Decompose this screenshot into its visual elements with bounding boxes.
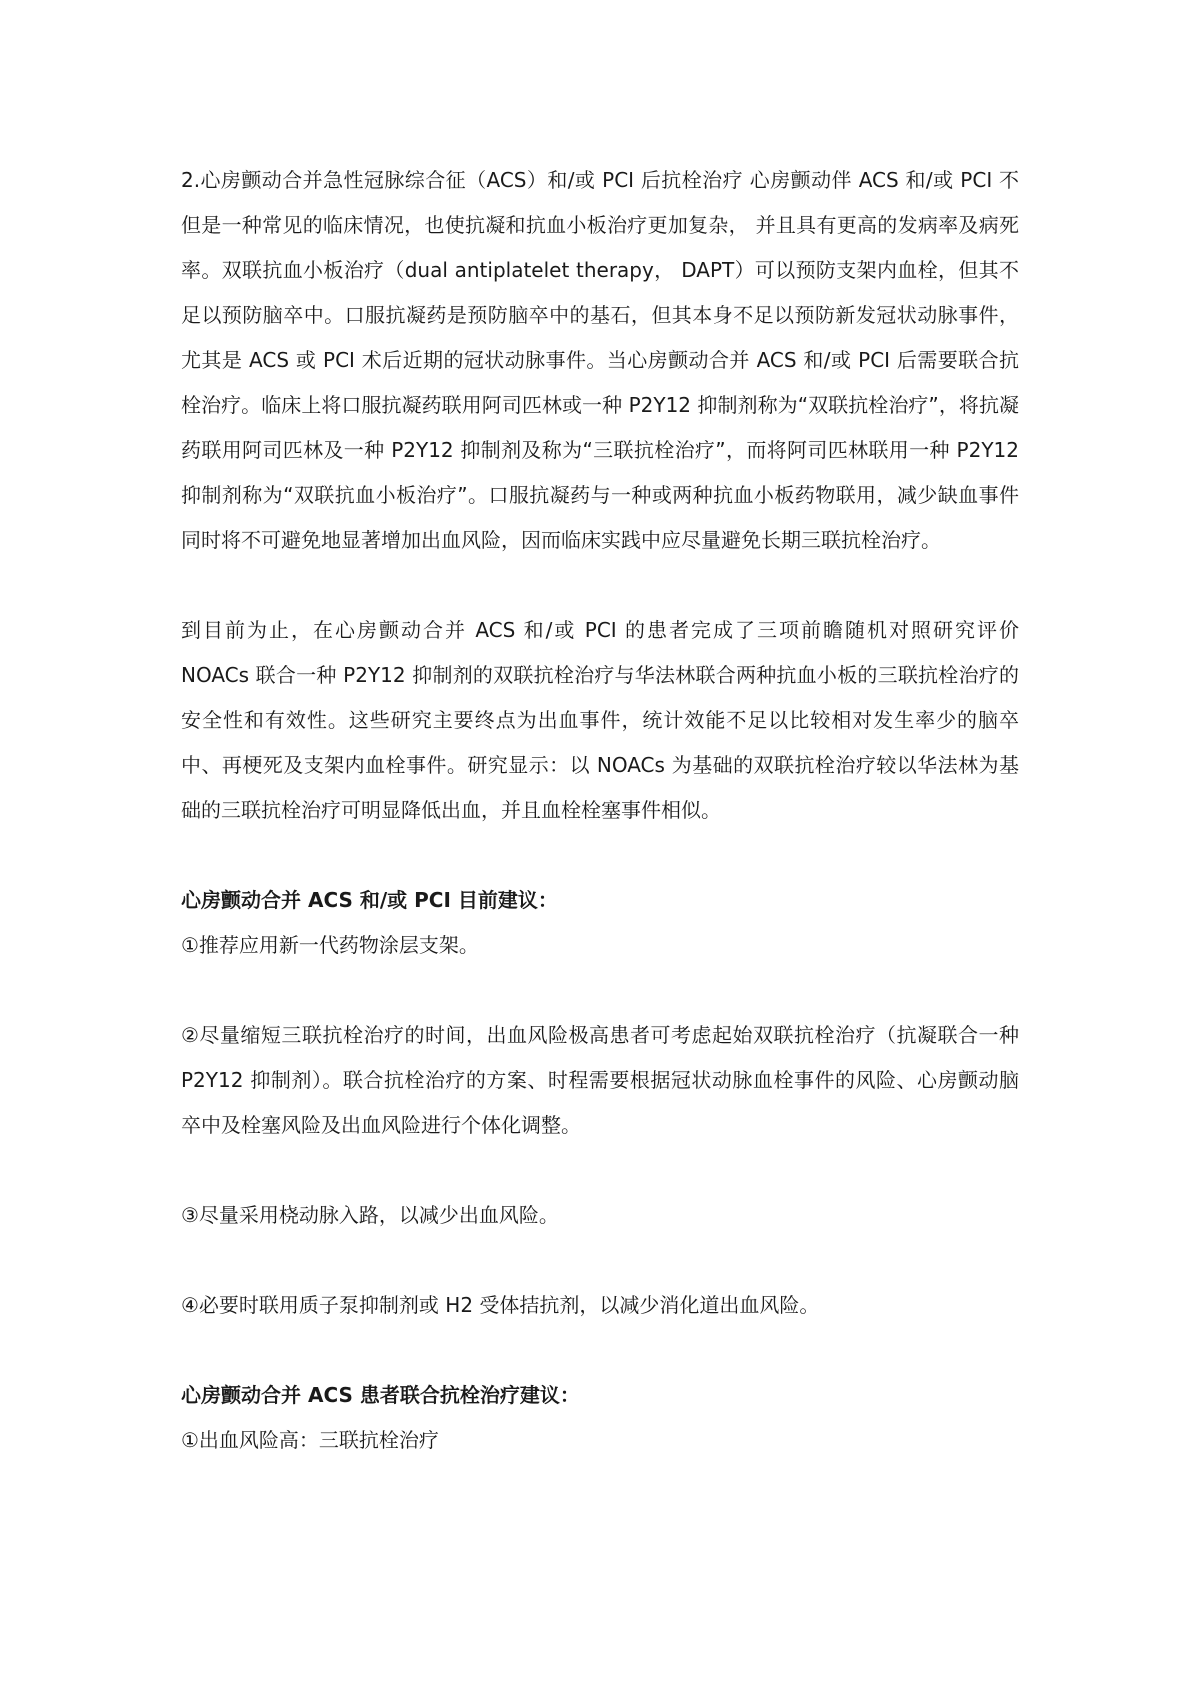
section-heading-current-recommendations: 心房颤动合并 ACS 和/或 PCI 目前建议：: [181, 888, 558, 912]
recommendation-item-2: ②尽量缩短三联抗栓治疗的时间，出血风险极高患者可考虑起始双联抗栓治疗（抗凝联合一种 P2Y12 抑制剂）。联合抗栓治疗的方案、时程需要根据冠状动脉血栓事件的风险、心房颤动脑卒中及栓塞风险及出血风险进行个体化调整。: [181, 1023, 1019, 1137]
spacer: [181, 1238, 1019, 1283]
spacer: [181, 968, 1019, 1013]
paragraph-acs-pci-intro: 2.心房颤动合并急性冠脉综合征（ACS）和/或 PCI 后抗栓治疗 心房颤动伴 ACS 和/或 PCI 不但是一种常见的临床情况，也使抗凝和抗血小板治疗更加复杂， 并且具有更高的发病率及病死率。双联抗血小板治疗（dual antiplatelet therapy， DAPT）可以预防支架内血栓，但其不足以预防脑卒中。口服抗凝药是预防脑卒中的基石，但其本身不足以预防新发冠状动脉事件，尤其是 ACS 或 PCI 术后近期的冠状动脉事件。当心房颤动合并 ACS 和/或 PCI 后需要联合抗栓治疗。临床上将口服抗凝药联用阿司匹林或一种 P2Y12 抑制剂称为“双联抗栓治疗”，将抗凝药联用阿司匹林及一种 P2Y12 抑制剂及称为“三联抗栓治疗”，而将阿司匹林联用一种 P2Y12 抑制剂称为“双联抗血小板治疗”。口服抗凝药与一种或两种抗血小板药物联用，减少缺血事件同时将不可避免地显著增加出血风险，因而临床实践中应尽量避免长期三联抗栓治疗。: [181, 168, 1019, 552]
recommendation-item-3: ③尽量采用桡动脉入路，以减少出血风险。: [181, 1203, 559, 1227]
recommendation-item-1: ①推荐应用新一代药物涂层支架。: [181, 933, 479, 957]
acs-recommendation-item-1: ①出血风险高：三联抗栓治疗: [181, 1428, 439, 1452]
section-heading-acs-antithrombotic: 心房颤动合并 ACS 患者联合抗栓治疗建议：: [181, 1383, 580, 1407]
document-body: [181, 158, 1019, 1463]
spacer: [181, 1328, 1019, 1373]
recommendation-item-4: ④必要时联用质子泵抑制剂或 H2 受体拮抗剂，以减少消化道出血风险。: [181, 1293, 820, 1317]
paragraph-noac-trials: 到目前为止，在心房颤动合并 ACS 和/或 PCI 的患者完成了三项前瞻随机对照研究评价 NOACs 联合一种 P2Y12 抑制剂的双联抗栓治疗与华法林联合两种抗血小板的三联抗栓治疗的安全性和有效性。这些研究主要终点为出血事件，统计效能不足以比较相对发生率少的脑卒中、再梗死及支架内血栓事件。研究显示：以 NOACs 为基础的双联抗栓治疗较以华法林为基础的三联抗栓治疗可明显降低出血，并且血栓栓塞事件相似。: [181, 618, 1019, 822]
spacer: [181, 1148, 1019, 1193]
